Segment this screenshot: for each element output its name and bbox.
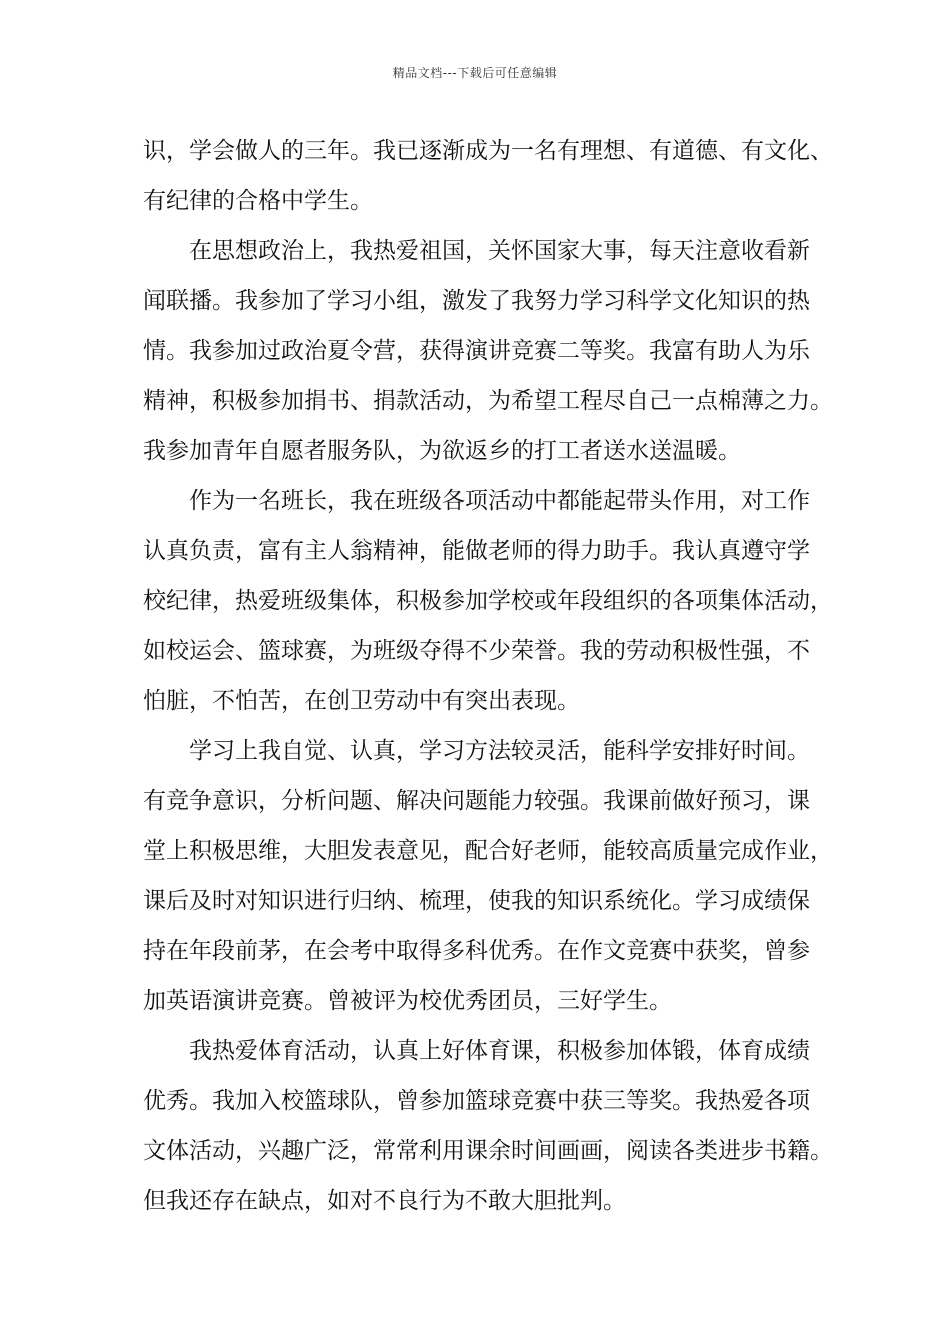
text-line: 作为一名班长，我在班级各项活动中都能起带头作用，对工作 <box>143 488 810 514</box>
text-line: 学习上我自觉、认真，学习方法较灵活，能科学安排好时间。 <box>143 738 810 764</box>
text-line: 加英语演讲竞赛。曾被评为校优秀团员，三好学生。 <box>143 988 672 1014</box>
text-line: 文体活动，兴趣广泛，常常利用课余时间画画，阅读各类进步书籍。 <box>143 1138 833 1164</box>
text-line: 我热爱体育活动，认真上好体育课，积极参加体锻，体育成绩 <box>143 1038 810 1064</box>
text-line: 课后及时对知识进行归纳、梳理，使我的知识系统化。学习成绩保 <box>143 888 810 914</box>
text-line: 有纪律的合格中学生。 <box>143 188 373 214</box>
text-line: 认真负责，富有主人翁精神，能做老师的得力助手。我认真遵守学 <box>143 538 810 564</box>
document-body <box>143 126 833 1226</box>
text-line: 闻联播。我参加了学习小组，激发了我努力学习科学文化知识的热 <box>143 288 810 314</box>
text-line: 在思想政治上，我热爱祖国，关怀国家大事，每天注意收看新 <box>143 238 810 264</box>
text-line: 但我还存在缺点，如对不良行为不敢大胆批判。 <box>143 1188 626 1214</box>
page-header: 精品文档---下载后可任意编辑 <box>392 66 558 80</box>
text-line: 持在年段前茅，在会考中取得多科优秀。在作文竞赛中获奖，曾参 <box>143 938 810 964</box>
text-line: 我参加青年自愿者服务队，为欲返乡的打工者送水送温暖。 <box>143 438 741 464</box>
text-line: 情。我参加过政治夏令营，获得演讲竞赛二等奖。我富有助人为乐 <box>143 338 810 364</box>
text-line: 精神，积极参加捐书、捐款活动，为希望工程尽自己一点棉薄之力。 <box>143 388 833 414</box>
text-line: 有竞争意识，分析问题、解决问题能力较强。我课前做好预习，课 <box>143 788 810 814</box>
text-line: 优秀。我加入校篮球队，曾参加篮球竞赛中获三等奖。我热爱各项 <box>143 1088 810 1114</box>
text-line: 堂上积极思维，大胆发表意见，配合好老师，能较高质量完成作业， <box>143 838 833 864</box>
text-line: 校纪律，热爱班级集体，积极参加学校或年段组织的各项集体活动， <box>143 588 833 614</box>
text-line: 识，学会做人的三年。我已逐渐成为一名有理想、有道德、有文化、 <box>143 138 833 164</box>
text-line: 如校运会、篮球赛，为班级夺得不少荣誉。我的劳动积极性强，不 <box>143 638 810 664</box>
text-line: 怕脏，不怕苦，在创卫劳动中有突出表现。 <box>143 688 580 714</box>
